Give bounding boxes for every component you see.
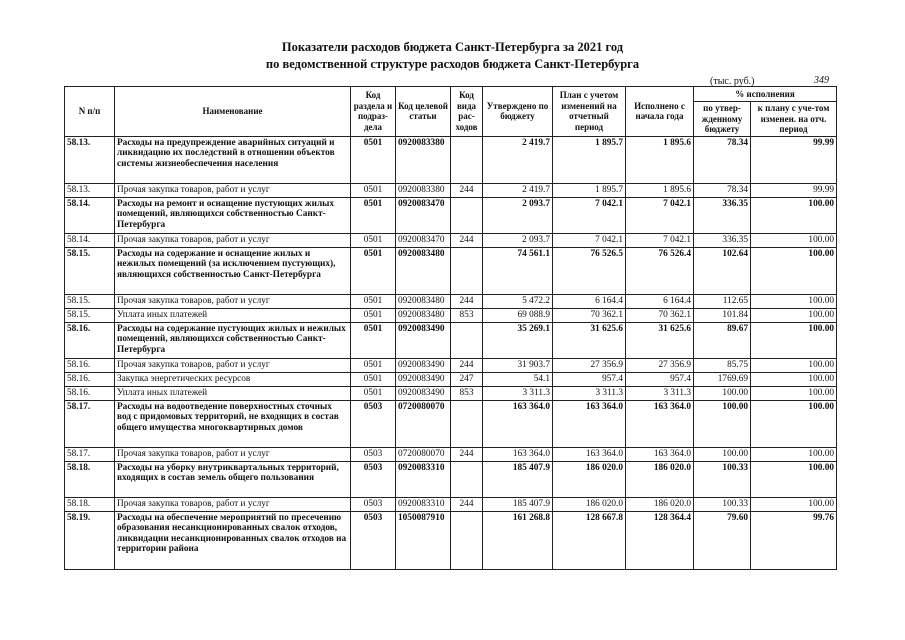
row-pct-approved: 79.60	[694, 511, 751, 569]
row-pct-approved: 89.67	[694, 322, 751, 358]
row-plan: 3 311.3	[553, 386, 626, 400]
row-name: Прочая закупка товаров, работ и услуг	[115, 358, 351, 372]
header-name: Наименование	[115, 87, 351, 137]
row-approved: 2 093.7	[483, 197, 553, 233]
row-article-code: 0920083310	[396, 497, 451, 511]
row-plan: 76 526.5	[553, 247, 626, 294]
row-num: 58.18.	[65, 461, 115, 497]
row-pct-approved: 78.34	[694, 136, 751, 183]
row-section-code: 0501	[351, 136, 396, 183]
row-section-code: 0503	[351, 511, 396, 569]
row-pct-plan: 100.00	[751, 400, 837, 447]
row-name: Расходы на ремонт и оснащение пустующих жилых помещений, являющихся собственностью Санкт-Петербурга	[115, 197, 351, 233]
row-pct-plan: 100.00	[751, 322, 837, 358]
row-plan: 186 020.0	[553, 497, 626, 511]
row-name: Закупка энергетических ресурсов	[115, 372, 351, 386]
page-number: 349	[814, 75, 829, 86]
row-pct-approved: 85.75	[694, 358, 751, 372]
row-plan: 128 667.8	[553, 511, 626, 569]
row-approved: 185 407.9	[483, 497, 553, 511]
row-plan: 70 362.1	[553, 308, 626, 322]
row-executed: 163 364.0	[626, 447, 694, 461]
row-plan: 1 895.7	[553, 136, 626, 183]
row-executed: 3 311.3	[626, 386, 694, 400]
row-expense-type	[451, 136, 483, 183]
row-num: 58.14.	[65, 197, 115, 233]
row-section-code: 0503	[351, 497, 396, 511]
header-section-code: Код раздела и подраз-дела	[351, 87, 396, 137]
row-expense-type: 244	[451, 447, 483, 461]
row-num: 58.19.	[65, 511, 115, 569]
row-num: 58.13.	[65, 183, 115, 197]
table-row	[65, 447, 837, 461]
row-name: Расходы на уборку внутриквартальных территорий, входящих в состав земель общего пользования	[115, 461, 351, 497]
row-section-code: 0501	[351, 308, 396, 322]
row-name: Прочая закупка товаров, работ и услуг	[115, 497, 351, 511]
row-approved: 54.1	[483, 372, 553, 386]
table-row	[65, 308, 837, 322]
header-article-code: Код целевой статьи	[396, 87, 451, 137]
table-row	[65, 247, 837, 294]
row-executed: 128 364.4	[626, 511, 694, 569]
row-article-code: 0920083490	[396, 322, 451, 358]
row-expense-type: 244	[451, 294, 483, 308]
table-row	[65, 136, 837, 183]
row-article-code: 0920083380	[396, 183, 451, 197]
row-executed: 186 020.0	[626, 497, 694, 511]
row-pct-approved: 101.84	[694, 308, 751, 322]
row-article-code: 0920083480	[396, 294, 451, 308]
row-section-code: 0501	[351, 372, 396, 386]
row-pct-approved: 336.35	[694, 233, 751, 247]
row-expense-type	[451, 400, 483, 447]
table-row	[65, 386, 837, 400]
table-row	[65, 294, 837, 308]
row-approved: 185 407.9	[483, 461, 553, 497]
row-name: Расходы на содержание и оснащение жилых и нежилых помещений (за исключением пустующих), являющихся собственностью Санкт-Петербурга	[115, 247, 351, 294]
row-plan: 957.4	[553, 372, 626, 386]
header-pct-approved: по утвер-жденному бюджету	[694, 102, 751, 137]
row-pct-plan: 100.00	[751, 308, 837, 322]
row-pct-approved: 1769.69	[694, 372, 751, 386]
table-row	[65, 511, 837, 569]
row-num: 58.14.	[65, 233, 115, 247]
row-executed: 7 042.1	[626, 197, 694, 233]
row-article-code: 1050087910	[396, 511, 451, 569]
row-article-code: 0920083490	[396, 386, 451, 400]
row-executed: 163 364.0	[626, 400, 694, 447]
row-num: 58.16.	[65, 386, 115, 400]
row-expense-type	[451, 197, 483, 233]
row-executed: 31 625.6	[626, 322, 694, 358]
row-executed: 957.4	[626, 372, 694, 386]
row-executed: 186 020.0	[626, 461, 694, 497]
row-pct-plan: 100.00	[751, 247, 837, 294]
budget-table	[64, 86, 837, 570]
row-name: Расходы на обеспечение мероприятий по пресечению образования несанкционированных свалок отходов, ликвидации несанкционированных свалок отходов на территории района	[115, 511, 351, 569]
row-num: 58.16.	[65, 322, 115, 358]
row-approved: 3 311.3	[483, 386, 553, 400]
document-title-line-1: Показатели расходов бюджета Санкт-Петербурга за 2021 год	[281, 40, 624, 54]
row-pct-plan: 99.99	[751, 136, 837, 183]
row-executed: 76 526.4	[626, 247, 694, 294]
row-expense-type: 244	[451, 233, 483, 247]
row-executed: 1 895.6	[626, 183, 694, 197]
row-article-code: 0720080070	[396, 400, 451, 447]
header-executed: Исполнено с начала года	[626, 87, 694, 137]
row-pct-plan: 100.00	[751, 461, 837, 497]
row-plan: 163 364.0	[553, 400, 626, 447]
row-expense-type: 247	[451, 372, 483, 386]
row-name: Расходы на водоотведение поверхностных сточных вод с придомовых территорий, не входящих в состав общего имущества многоквартирных домов	[115, 400, 351, 447]
row-approved: 35 269.1	[483, 322, 553, 358]
row-executed: 7 042.1	[626, 233, 694, 247]
row-pct-approved: 102.64	[694, 247, 751, 294]
row-article-code: 0920083380	[396, 136, 451, 183]
row-article-code: 0720080070	[396, 447, 451, 461]
row-plan: 1 895.7	[553, 183, 626, 197]
row-num: 58.13.	[65, 136, 115, 183]
row-approved: 69 088.9	[483, 308, 553, 322]
row-plan: 7 042.1	[553, 233, 626, 247]
row-section-code: 0503	[351, 447, 396, 461]
table-row	[65, 400, 837, 447]
row-approved: 2 419.7	[483, 136, 553, 183]
row-pct-approved: 100.00	[694, 386, 751, 400]
row-expense-type: 244	[451, 497, 483, 511]
row-article-code: 0920083490	[396, 372, 451, 386]
header-pct-plan: к плану с уче-том изменен. на отч. период	[751, 102, 837, 137]
row-name: Прочая закупка товаров, работ и услуг	[115, 447, 351, 461]
row-pct-plan: 99.99	[751, 183, 837, 197]
row-section-code: 0501	[351, 197, 396, 233]
row-expense-type: 244	[451, 183, 483, 197]
row-name: Прочая закупка товаров, работ и услуг	[115, 183, 351, 197]
table-row	[65, 497, 837, 511]
row-name: Уплата иных платежей	[115, 308, 351, 322]
row-approved: 31 903.7	[483, 358, 553, 372]
document-title-line-2: по ведомственной структуре расходов бюджета Санкт-Петербурга	[265, 57, 640, 71]
row-plan: 163 364.0	[553, 447, 626, 461]
row-name: Прочая закупка товаров, работ и услуг	[115, 233, 351, 247]
row-name: Уплата иных платежей	[115, 386, 351, 400]
table-row	[65, 461, 837, 497]
row-approved: 2 419.7	[483, 183, 553, 197]
row-plan: 27 356.9	[553, 358, 626, 372]
row-section-code: 0503	[351, 400, 396, 447]
row-num: 58.15.	[65, 308, 115, 322]
table-row	[65, 197, 837, 233]
row-section-code: 0501	[351, 386, 396, 400]
row-approved: 5 472.2	[483, 294, 553, 308]
row-expense-type	[451, 511, 483, 569]
row-article-code: 0920083470	[396, 197, 451, 233]
row-pct-approved: 78.34	[694, 183, 751, 197]
row-section-code: 0501	[351, 233, 396, 247]
row-article-code: 0920083480	[396, 308, 451, 322]
row-expense-type: 244	[451, 358, 483, 372]
row-plan: 7 042.1	[553, 197, 626, 233]
table-row	[65, 372, 837, 386]
row-pct-approved: 336.35	[694, 197, 751, 233]
row-section-code: 0503	[351, 461, 396, 497]
header-approved: Утверждено по бюджету	[483, 87, 553, 137]
row-article-code: 0920083480	[396, 247, 451, 294]
row-plan: 186 020.0	[553, 461, 626, 497]
row-num: 58.15.	[65, 294, 115, 308]
row-expense-type	[451, 247, 483, 294]
table-row	[65, 183, 837, 197]
row-section-code: 0501	[351, 294, 396, 308]
row-article-code: 0920083310	[396, 461, 451, 497]
row-num: 58.15.	[65, 247, 115, 294]
header-expense-type-code: Код вида рас-ходов	[451, 87, 483, 137]
row-num: 58.18.	[65, 497, 115, 511]
row-pct-approved: 112.65	[694, 294, 751, 308]
row-pct-plan: 100.00	[751, 497, 837, 511]
row-pct-plan: 100.00	[751, 197, 837, 233]
row-approved: 2 093.7	[483, 233, 553, 247]
row-expense-type: 853	[451, 386, 483, 400]
row-approved: 163 364.0	[483, 400, 553, 447]
row-executed: 6 164.4	[626, 294, 694, 308]
row-name: Расходы на содержание пустующих жилых и нежилых помещений, являющихся собственностью Санкт-Петербурга	[115, 322, 351, 358]
row-pct-plan: 100.00	[751, 233, 837, 247]
row-executed: 1 895.6	[626, 136, 694, 183]
row-approved: 161 268.8	[483, 511, 553, 569]
row-pct-plan: 99.76	[751, 511, 837, 569]
row-plan: 31 625.6	[553, 322, 626, 358]
row-article-code: 0920083470	[396, 233, 451, 247]
row-pct-approved: 100.00	[694, 447, 751, 461]
row-section-code: 0501	[351, 358, 396, 372]
row-pct-plan: 100.00	[751, 358, 837, 372]
row-executed: 70 362.1	[626, 308, 694, 322]
row-article-code: 0920083490	[396, 358, 451, 372]
row-approved: 163 364.0	[483, 447, 553, 461]
row-pct-plan: 100.00	[751, 294, 837, 308]
header-num: N п/п	[65, 87, 115, 137]
row-num: 58.16.	[65, 358, 115, 372]
row-pct-approved: 100.00	[694, 400, 751, 447]
header-percent: % исполнения	[694, 87, 837, 102]
row-num: 58.16.	[65, 372, 115, 386]
row-pct-approved: 100.33	[694, 497, 751, 511]
row-section-code: 0501	[351, 322, 396, 358]
table-body	[65, 136, 837, 569]
row-pct-plan: 100.00	[751, 372, 837, 386]
header-plan: План с учетом изменений на отчетный период	[553, 87, 626, 137]
row-section-code: 0501	[351, 183, 396, 197]
row-approved: 74 561.1	[483, 247, 553, 294]
row-pct-plan: 100.00	[751, 386, 837, 400]
row-plan: 6 164.4	[553, 294, 626, 308]
row-expense-type: 853	[451, 308, 483, 322]
row-name: Прочая закупка товаров, работ и услуг	[115, 294, 351, 308]
row-num: 58.17.	[65, 447, 115, 461]
row-executed: 27 356.9	[626, 358, 694, 372]
row-num: 58.17.	[65, 400, 115, 447]
units-label: (тыс. руб.)	[710, 76, 755, 87]
row-name: Расходы на предупреждение аварийных ситуаций и ликвидацию их последствий в отношении объектов системы жизнеобеспечения населения	[115, 136, 351, 183]
table-row	[65, 322, 837, 358]
table-row	[65, 358, 837, 372]
table-row	[65, 233, 837, 247]
row-section-code: 0501	[351, 247, 396, 294]
row-pct-plan: 100.00	[751, 447, 837, 461]
row-expense-type	[451, 461, 483, 497]
row-expense-type	[451, 322, 483, 358]
row-pct-approved: 100.33	[694, 461, 751, 497]
